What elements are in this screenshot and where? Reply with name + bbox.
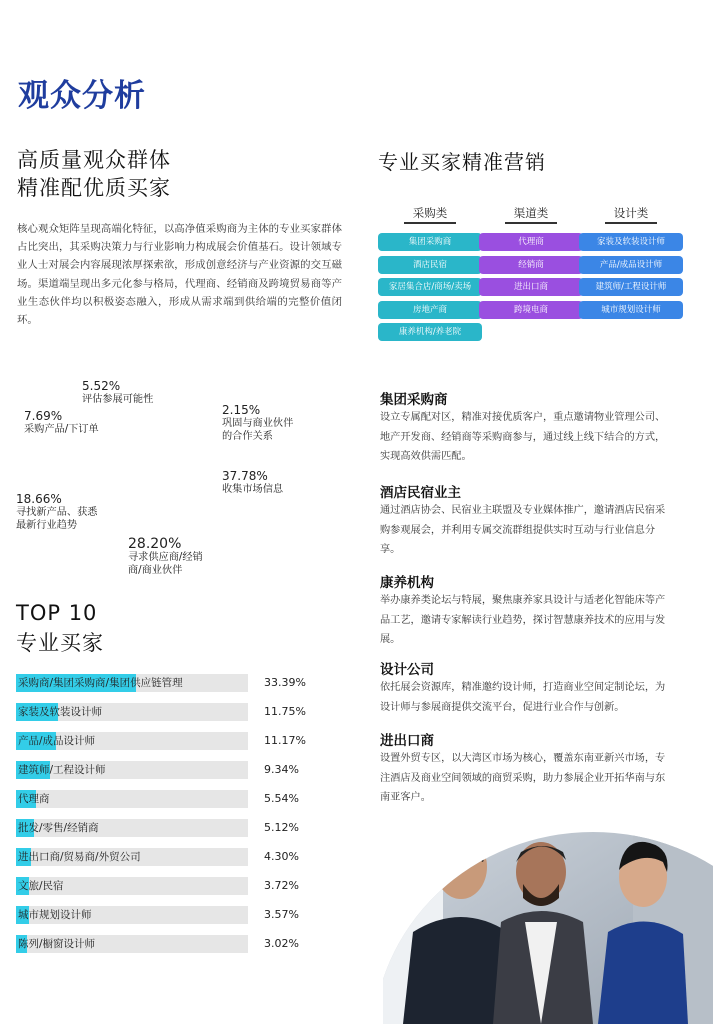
top10-bar-label: 家装及软装设计师 bbox=[18, 706, 102, 718]
pie-label-28 bbox=[128, 538, 214, 577]
section-text: 设置外贸专区，以大湾区市场为核心，覆盖东南亚新兴市场，专注酒店及商业空间领域的商贸采购，助力参展企业开拓华南与东南亚客户。 bbox=[380, 753, 666, 803]
top10-bar-label: 城市规划设计师 bbox=[18, 909, 92, 921]
top10-row bbox=[16, 674, 356, 692]
pie-label-2 bbox=[222, 404, 302, 443]
event-photo bbox=[383, 822, 713, 1024]
category-pill: 城市规划设计师 bbox=[579, 301, 683, 319]
pie-text-28: 寻求供应商/经销商/商业伙伴 bbox=[128, 552, 203, 576]
pie-pct-28: 28.20% bbox=[128, 536, 182, 552]
section-title: 集团采购商 bbox=[380, 392, 448, 408]
category-pill: 跨境电商 bbox=[479, 301, 583, 319]
category-pill: 建筑师/工程设计师 bbox=[579, 278, 683, 296]
pie-text-7: 采购产品/下订单 bbox=[24, 424, 99, 435]
top10-bar-label: 产品/成品设计师 bbox=[18, 735, 96, 747]
top10-row bbox=[16, 848, 356, 866]
audience-title-line1: 高质量观众群体 bbox=[17, 148, 171, 172]
top10-bar-value: 3.72% bbox=[264, 879, 299, 892]
top10-bar-value: 33.39% bbox=[264, 676, 306, 689]
top10-bar-label: 采购商/集团采购商/集团供应链管理 bbox=[18, 677, 183, 689]
marketing-title: 专业买家精准营销 bbox=[378, 150, 546, 174]
top10-bar-label: 文旅/民宿 bbox=[18, 880, 64, 892]
top10-bar-label: 进出口商/贸易商/外贸公司 bbox=[18, 851, 141, 863]
top10-row bbox=[16, 906, 356, 924]
top10-bar-label: 批发/零售/经销商 bbox=[18, 822, 99, 834]
section-title: 设计公司 bbox=[380, 662, 434, 678]
top10-bar-value: 4.30% bbox=[264, 850, 299, 863]
category-underline bbox=[605, 222, 657, 224]
pie-pct-37: 37.78% bbox=[222, 469, 268, 483]
category-underline bbox=[404, 222, 456, 224]
top10-bar-value: 5.12% bbox=[264, 821, 299, 834]
pie-text-37: 收集市场信息 bbox=[222, 484, 284, 495]
top10-bar-value: 5.54% bbox=[264, 792, 299, 805]
category-pill: 酒店民宿 bbox=[378, 256, 482, 274]
top10-row bbox=[16, 877, 356, 895]
pie-label-37 bbox=[222, 470, 312, 496]
top10-title-line1: TOP 10 bbox=[16, 601, 98, 625]
top10-row bbox=[16, 819, 356, 837]
audience-intro: 核心观众矩阵呈现高端化特征，以高净值采购商为主体的专业买家群体占比突出，其采购决策力与行业影响力构成展会价值基石。设计领域专业人士对展会内容展现浓厚探索欲，形成创意经济与产业资源的交互磁场。渠道端呈现出多元化参与格局，代理商、经销商及跨境贸易商等产业生态伙伴均以积极姿态融入，形成从需求端到供给端的完整价值闭环。 bbox=[17, 223, 342, 327]
category-header: 渠道类 bbox=[513, 206, 549, 220]
section-text: 依托展会资源库，精准邀约设计师，打造商业空间定制论坛，为设计师与参展商提供交流平台，促进行业合作与创新。 bbox=[380, 682, 666, 713]
category-pill: 代理商 bbox=[479, 233, 583, 251]
pie-pct-18: 18.66% bbox=[16, 492, 62, 506]
category-pill: 房地产商 bbox=[378, 301, 482, 319]
category-underline bbox=[505, 222, 557, 224]
top10-row bbox=[16, 790, 356, 808]
section-title: 康养机构 bbox=[380, 575, 434, 591]
audience-title-line2: 精准配优质买家 bbox=[17, 176, 171, 200]
section-text: 通过酒店协会、民宿业主联盟及专业媒体推广，邀请酒店民宿采购参观展会，并利用专属交流群组提供实时互动与行业信息分享。 bbox=[380, 505, 666, 555]
pie-text-2: 巩固与商业伙伴的合作关系 bbox=[222, 418, 294, 442]
pie-text-5: 评估参展可能性 bbox=[82, 394, 154, 405]
top10-bar-label: 陈列/橱窗设计师 bbox=[18, 938, 96, 950]
pie-pct-2: 2.15% bbox=[222, 403, 261, 417]
top10-row bbox=[16, 761, 356, 779]
category-pill: 产品/成品设计师 bbox=[579, 256, 683, 274]
pie-pct-7: 7.69% bbox=[24, 409, 63, 423]
category-pill: 家居集合店/商场/卖场 bbox=[378, 278, 482, 296]
pie-label-5 bbox=[82, 380, 153, 406]
category-pill: 家装及软装设计师 bbox=[579, 233, 683, 251]
top10-bar-value: 11.17% bbox=[264, 734, 306, 747]
category-pill: 经销商 bbox=[479, 256, 583, 274]
page-title: 观众分析 bbox=[18, 78, 146, 114]
section-title: 酒店民宿业主 bbox=[380, 485, 461, 501]
pie-label-7 bbox=[24, 410, 99, 436]
category-pill: 康养机构/养老院 bbox=[378, 323, 482, 341]
top10-bar-track bbox=[16, 790, 248, 808]
top10-row bbox=[16, 732, 356, 750]
top10-bar-label: 代理商 bbox=[18, 793, 50, 805]
top10-bar-label: 建筑师/工程设计师 bbox=[18, 764, 106, 776]
category-header: 设计类 bbox=[613, 206, 649, 220]
top10-title bbox=[16, 598, 104, 658]
top10-bar-value: 3.02% bbox=[264, 937, 299, 950]
category-pill: 进出口商 bbox=[479, 278, 583, 296]
top10-row bbox=[16, 703, 356, 721]
section-title: 进出口商 bbox=[380, 733, 434, 749]
audience-title bbox=[17, 146, 171, 202]
event-photo-illustration bbox=[383, 822, 713, 1024]
category-header: 采购类 bbox=[412, 206, 448, 220]
top10-row bbox=[16, 935, 356, 953]
top10-bar-value: 9.34% bbox=[264, 763, 299, 776]
pie-pct-5: 5.52% bbox=[82, 379, 121, 393]
top10-bar-value: 3.57% bbox=[264, 908, 299, 921]
pie-text-18: 寻找新产品、获悉最新行业趋势 bbox=[16, 507, 98, 531]
top10-bar-value: 11.75% bbox=[264, 705, 306, 718]
section-text: 设立专属配对区，精准对接优质客户，重点邀请物业管理公司、地产开发商、经销商等采购商参与，通过线上线下结合的方式，实现高效供需匹配。 bbox=[380, 412, 666, 462]
section-text: 举办康养类论坛与特展，聚焦康养家具设计与适老化智能床等产品工艺，邀请专家解读行业趋势，探讨智慧康养技术的应用与发展。 bbox=[380, 595, 666, 645]
pie-label-18 bbox=[16, 493, 102, 532]
category-pill: 集团采购商 bbox=[378, 233, 482, 251]
top10-title-line2: 专业买家 bbox=[16, 631, 104, 655]
